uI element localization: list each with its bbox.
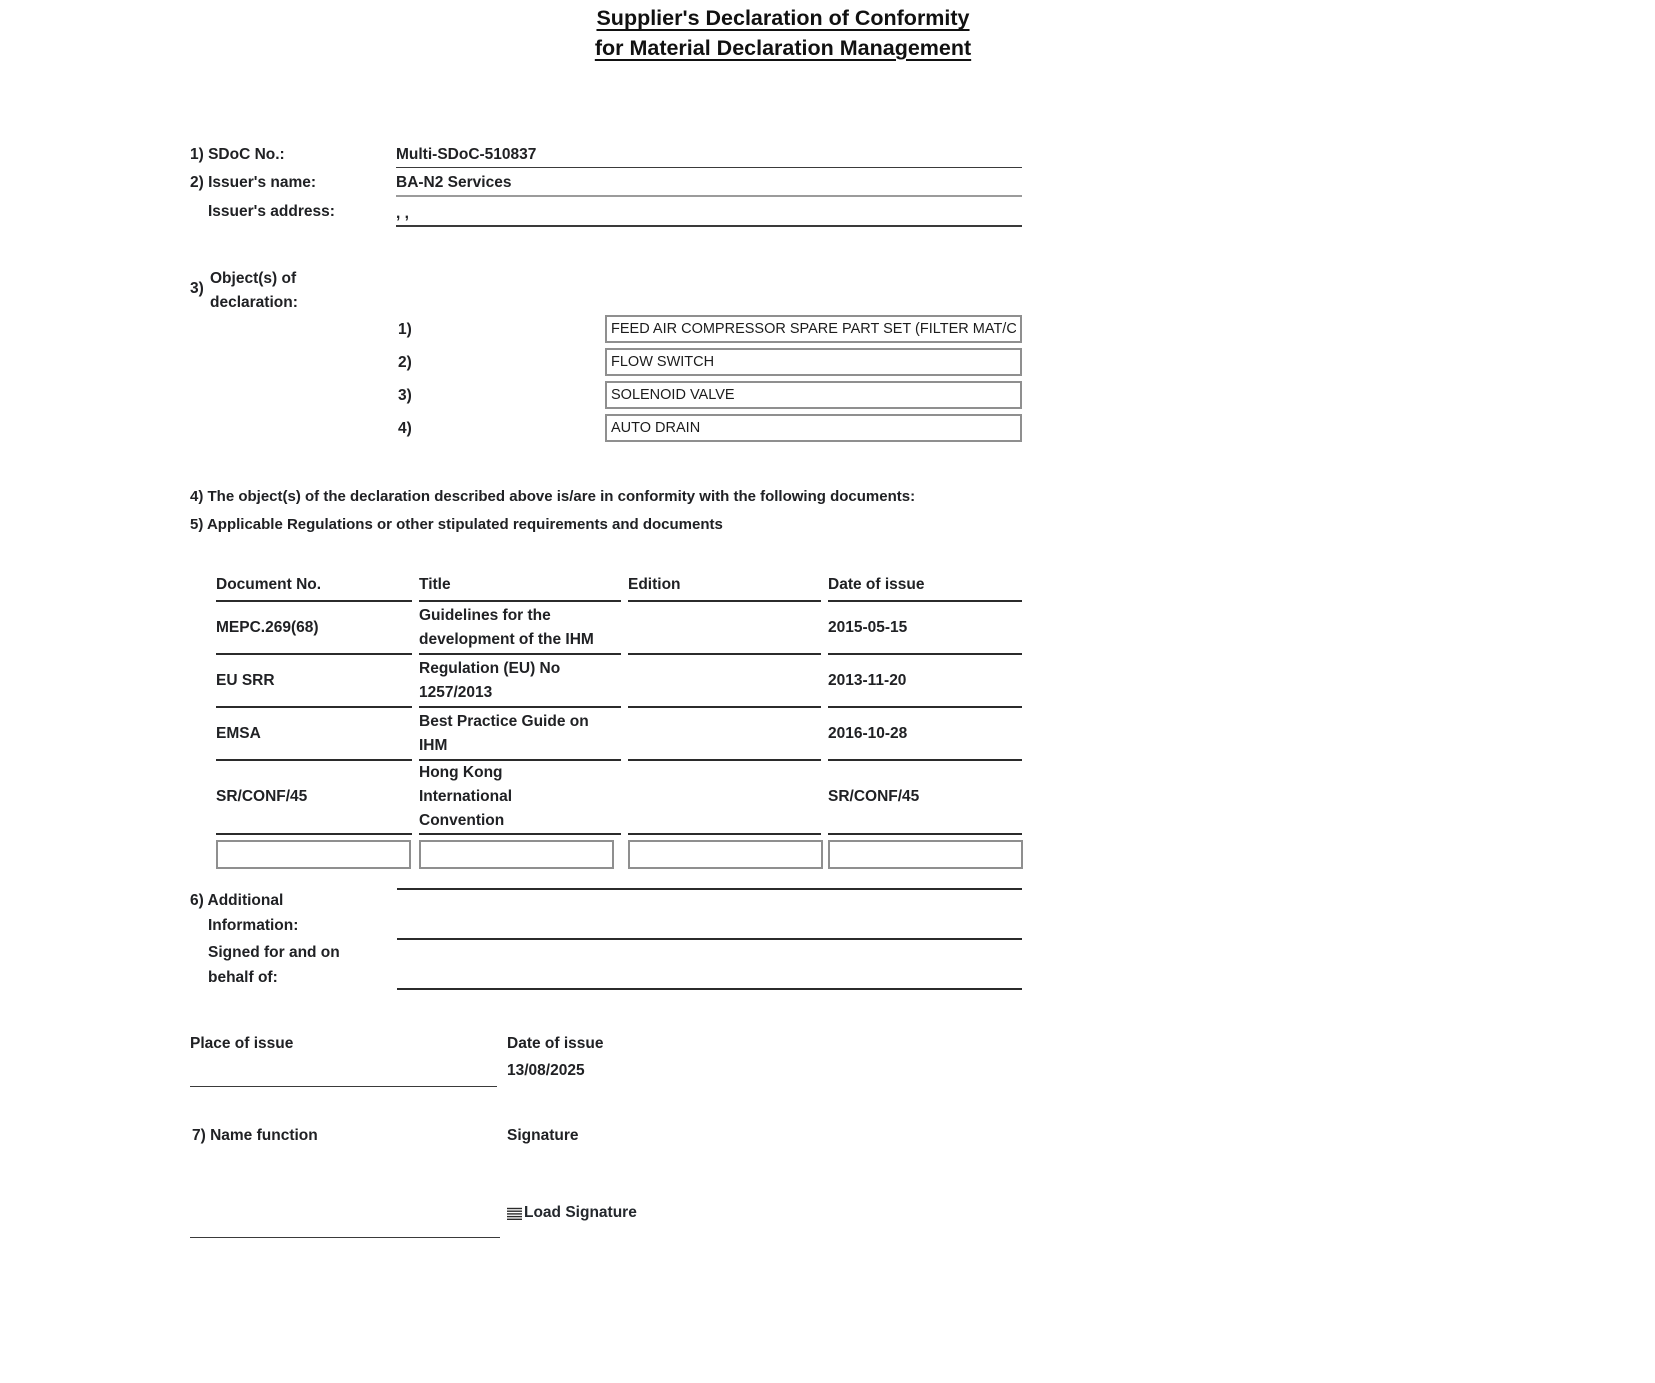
issuer-name-underline: [396, 195, 1022, 197]
object-item-2-input[interactable]: [605, 348, 1022, 376]
cell-date-of-issue: 2016-10-28: [828, 708, 1022, 761]
additional-info-label-line-2: Information:: [208, 917, 299, 934]
issuer-address-underline: [396, 225, 1022, 227]
cell-document-no: SR/CONF/45: [216, 761, 412, 835]
table-row: [216, 655, 1022, 708]
signed-for-label-line-1: Signed for and on: [208, 944, 340, 961]
cell-date-of-issue: SR/CONF/45: [828, 761, 1022, 835]
header-date-of-issue: Date of issue: [828, 576, 1022, 602]
object-item-4-number: 4): [398, 420, 412, 437]
issuer-name-value[interactable]: BA-N2 Services: [396, 174, 512, 191]
conformity-statement: 4) The object(s) of the declaration described above is/are in conformity with the following documents:: [190, 488, 916, 505]
table-row: [216, 602, 1022, 655]
objects-label-line-1: Object(s) of: [210, 270, 297, 287]
load-signature-button[interactable]: [507, 1204, 637, 1222]
additional-info-label-line-1: 6) Additional: [190, 892, 284, 909]
issuer-name-label: 2) Issuer's name:: [190, 174, 317, 191]
sdoc-no-underline: [396, 167, 1022, 168]
new-row-date-of-issue-input[interactable]: [828, 840, 1023, 869]
object-item-1-number: 1): [398, 321, 412, 338]
cell-edition: [628, 708, 821, 761]
signature-label: Signature: [507, 1127, 579, 1144]
cell-edition: [628, 761, 821, 835]
header-title: Title: [419, 576, 621, 602]
menu-lines-icon: [507, 1207, 522, 1220]
additional-info-field-line-1[interactable]: [397, 888, 1022, 890]
documents-table-header-row: [216, 576, 1022, 602]
signed-for-field-line[interactable]: [397, 988, 1022, 990]
cell-date-of-issue: 2013-11-20: [828, 655, 1022, 708]
regulations-statement: 5) Applicable Regulations or other stipulated requirements and documents: [190, 516, 723, 533]
cell-document-no: EU SRR: [216, 655, 412, 708]
new-row-document-no-input[interactable]: [216, 840, 411, 869]
object-item-1-input[interactable]: [605, 315, 1022, 343]
new-row-edition-input[interactable]: [628, 840, 823, 869]
place-of-issue-field-line[interactable]: [190, 1086, 497, 1087]
cell-title: [419, 761, 621, 835]
page-title: [433, 4, 1133, 63]
page-title-line-1: Supplier's Declaration of Conformity: [596, 6, 970, 30]
cell-title: [419, 602, 621, 655]
table-row: [216, 708, 1022, 761]
object-item-3-input[interactable]: [605, 381, 1022, 409]
cell-title-text: Regulation (EU) No 1257/2013: [419, 659, 561, 701]
documents-table: [216, 576, 1022, 869]
cell-document-no: EMSA: [216, 708, 412, 761]
cell-edition: [628, 602, 821, 655]
object-item-3-number: 3): [398, 387, 412, 404]
cell-edition: [628, 655, 821, 708]
new-row-title-input[interactable]: [419, 840, 614, 869]
signed-for-label-line-2: behalf of:: [208, 969, 278, 986]
header-edition: Edition: [628, 576, 821, 602]
cell-date-of-issue: 2015-05-15: [828, 602, 1022, 655]
header-document-no: Document No.: [216, 576, 412, 602]
cell-title-text: Best Practice Guide on IHM: [419, 712, 589, 754]
cell-document-no: MEPC.269(68): [216, 602, 412, 655]
table-row: [216, 761, 1022, 835]
issuer-address-value[interactable]: , ,: [396, 205, 409, 222]
page-title-line-2: for Material Declaration Management: [594, 35, 972, 60]
sdoc-no-label: 1) SDoC No.:: [190, 146, 285, 163]
load-signature-button-label: Load Signature: [524, 1204, 637, 1221]
objects-section-number: 3): [190, 280, 204, 297]
object-item-2-number: 2): [398, 354, 412, 371]
objects-section-label: [210, 267, 298, 315]
additional-info-field-line-2[interactable]: [397, 938, 1022, 940]
date-of-issue-value[interactable]: 13/08/2025: [507, 1062, 585, 1079]
cell-title-text: Hong Kong International Convention: [419, 764, 513, 829]
cell-title-text: Guidelines for the development of the IHM: [419, 606, 594, 648]
sdoc-no-value[interactable]: Multi-SDoC-510837: [396, 146, 537, 163]
cell-title: [419, 655, 621, 708]
name-function-label: 7) Name function: [192, 1127, 318, 1144]
table-new-row: [216, 840, 1022, 869]
object-item-4-input[interactable]: [605, 414, 1022, 442]
cell-title: [419, 708, 621, 761]
date-of-issue-label: Date of issue: [507, 1035, 604, 1052]
issuer-address-label: Issuer's address:: [208, 203, 335, 220]
name-function-field-line[interactable]: [190, 1237, 500, 1238]
objects-label-line-2: declaration:: [210, 294, 298, 311]
place-of-issue-label: Place of issue: [190, 1035, 294, 1052]
